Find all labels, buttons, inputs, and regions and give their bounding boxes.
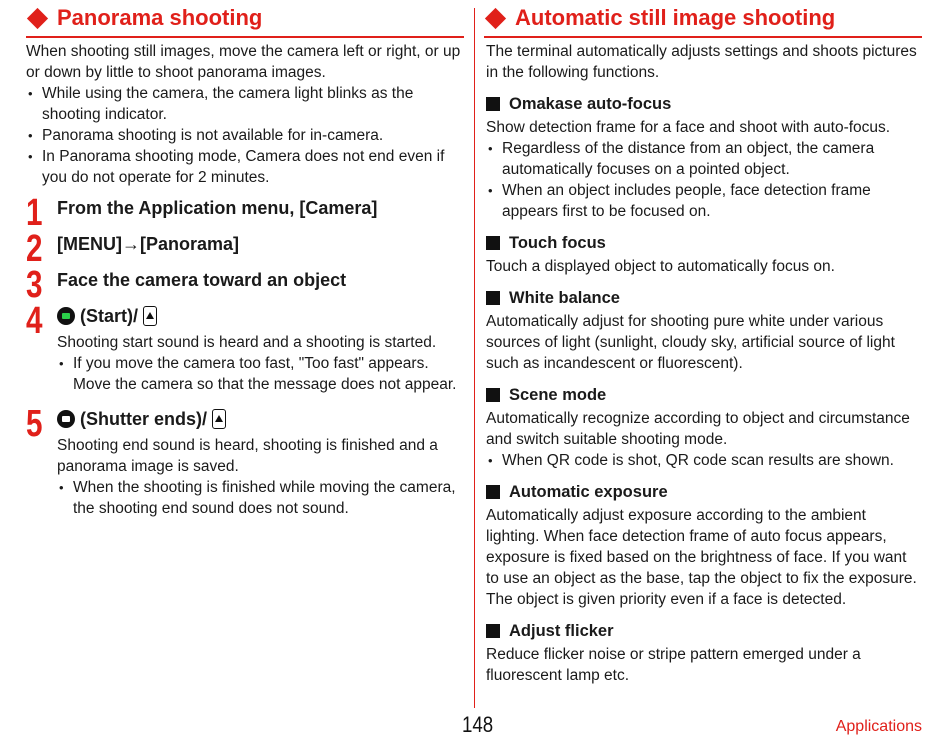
subsection-heading [486, 620, 922, 642]
section-heading [484, 0, 922, 38]
subsection-scene-mode [486, 384, 922, 471]
square-bullet-icon [486, 236, 500, 250]
intro-text: The terminal automatically adjusts settings and shoots pictures in the following functions. [486, 43, 917, 81]
subsection-adjust-flicker [486, 620, 922, 686]
panorama-section [26, 0, 464, 519]
list-item: • While using the camera, the camera light blinks as the shooting indicator. [26, 83, 464, 125]
subsection-heading [486, 232, 922, 254]
step-title-text: (Start)/ [80, 306, 138, 326]
chapter-label: Applications [835, 718, 922, 735]
diamond-icon [485, 7, 506, 28]
section-title: Panorama shooting [57, 5, 263, 30]
subsection-body: Automatically adjust for shooting pure white under various sources of light (sunlight, cloudy sky, artificial source of light such as incandescent or fluorescent). [486, 313, 895, 372]
subsection-title: Automatic exposure [509, 483, 668, 501]
subsection-title: Omakase auto-focus [509, 95, 672, 113]
list-item: • If you move the camera too fast, "Too fast" appears. Move the camera so that the message does not appear. [57, 353, 464, 395]
page-number: 148 [462, 712, 494, 737]
list-item: • Regardless of the distance from an object, the camera automatically focuses on a pointed object. [486, 138, 922, 180]
subsection-omakase-auto-focus [486, 93, 922, 222]
square-bullet-icon [486, 291, 500, 305]
subsection-title: Scene mode [509, 386, 607, 404]
list-item: • Panorama shooting is not available for in-camera. [26, 125, 464, 146]
diamond-icon [27, 7, 48, 28]
subsection-heading [486, 384, 922, 406]
square-bullet-icon [486, 485, 500, 499]
shutter-key-icon [212, 409, 226, 429]
step-number: 2 [26, 228, 43, 270]
subsection-body: Automatically recognize according to object and circumstance and switch suitable shooting mode. [486, 410, 910, 448]
step-number: 3 [26, 264, 43, 306]
subsection-white-balance [486, 287, 922, 374]
bullet-list [26, 83, 464, 188]
step-number: 4 [26, 300, 43, 342]
step-1 [26, 192, 464, 234]
list-item: • When QR code is shot, QR code scan results are shown. [486, 450, 922, 471]
step-title: Face the camera toward an object [57, 270, 347, 290]
column-divider [474, 8, 475, 708]
step-title [57, 407, 464, 431]
bullet-list [57, 353, 464, 395]
subsection-heading [486, 481, 922, 503]
step-number: 5 [26, 403, 43, 445]
subsection-title: White balance [509, 289, 620, 307]
section-title: Automatic still image shooting [515, 5, 836, 30]
subsection-heading [486, 93, 922, 115]
step-3 [26, 264, 464, 306]
square-bullet-icon [486, 97, 500, 111]
step-title: From the Application menu, [Camera] [57, 198, 378, 218]
intro-text: When shooting still images, move the camera left or right, or up or down by little to shoot panorama images. [26, 43, 461, 81]
subsection-title: Touch focus [509, 234, 606, 252]
step-title: [MENU]→[Panorama] [57, 234, 240, 254]
step-body: Shooting start sound is heard and a shooting is started. [57, 334, 437, 351]
step-body: Shooting end sound is heard, shooting is finished and a panorama image is saved. [57, 437, 438, 475]
subsection-body: Touch a displayed object to automatically focus on. [486, 258, 835, 275]
subsection-heading [486, 287, 922, 309]
step-4 [26, 300, 464, 395]
camera-stop-icon [57, 410, 75, 428]
subsection-automatic-exposure [486, 481, 922, 610]
step-2 [26, 228, 464, 270]
square-bullet-icon [486, 624, 500, 638]
bullet-list [486, 450, 922, 471]
list-item: • When the shooting is finished while moving the camera, the shooting end sound does not sound. [57, 477, 464, 519]
subsection-body: Reduce flicker noise or stripe pattern emerged under a fluorescent lamp etc. [486, 646, 861, 684]
step-number: 1 [26, 192, 43, 234]
section-heading [26, 0, 464, 38]
step-title [57, 304, 464, 328]
bullet-list [57, 477, 464, 519]
list-item: • When an object includes people, face detection frame appears first to be focused on. [486, 180, 922, 222]
square-bullet-icon [486, 388, 500, 402]
shutter-key-icon [143, 306, 157, 326]
bullet-list [486, 138, 922, 222]
auto-still-section [486, 0, 922, 686]
step-title-text: (Shutter ends)/ [80, 409, 208, 429]
subsection-body: Automatically adjust exposure according to the ambient lighting. When face detection frame of auto focus appears, exposure is fixed based on the brightness of face. If you want to use an object as the base, tap the object to fix the exposure. The object is given priority even if a face is detected. [486, 507, 917, 608]
camera-start-icon [57, 307, 75, 325]
subsection-body: Show detection frame for a face and shoot with auto-focus. [486, 119, 891, 136]
list-item: • In Panorama shooting mode, Camera does not end even if you do not operate for 2 minutes. [26, 146, 464, 188]
step-5 [26, 403, 464, 519]
subsection-title: Adjust flicker [509, 622, 614, 640]
subsection-touch-focus [486, 232, 922, 277]
